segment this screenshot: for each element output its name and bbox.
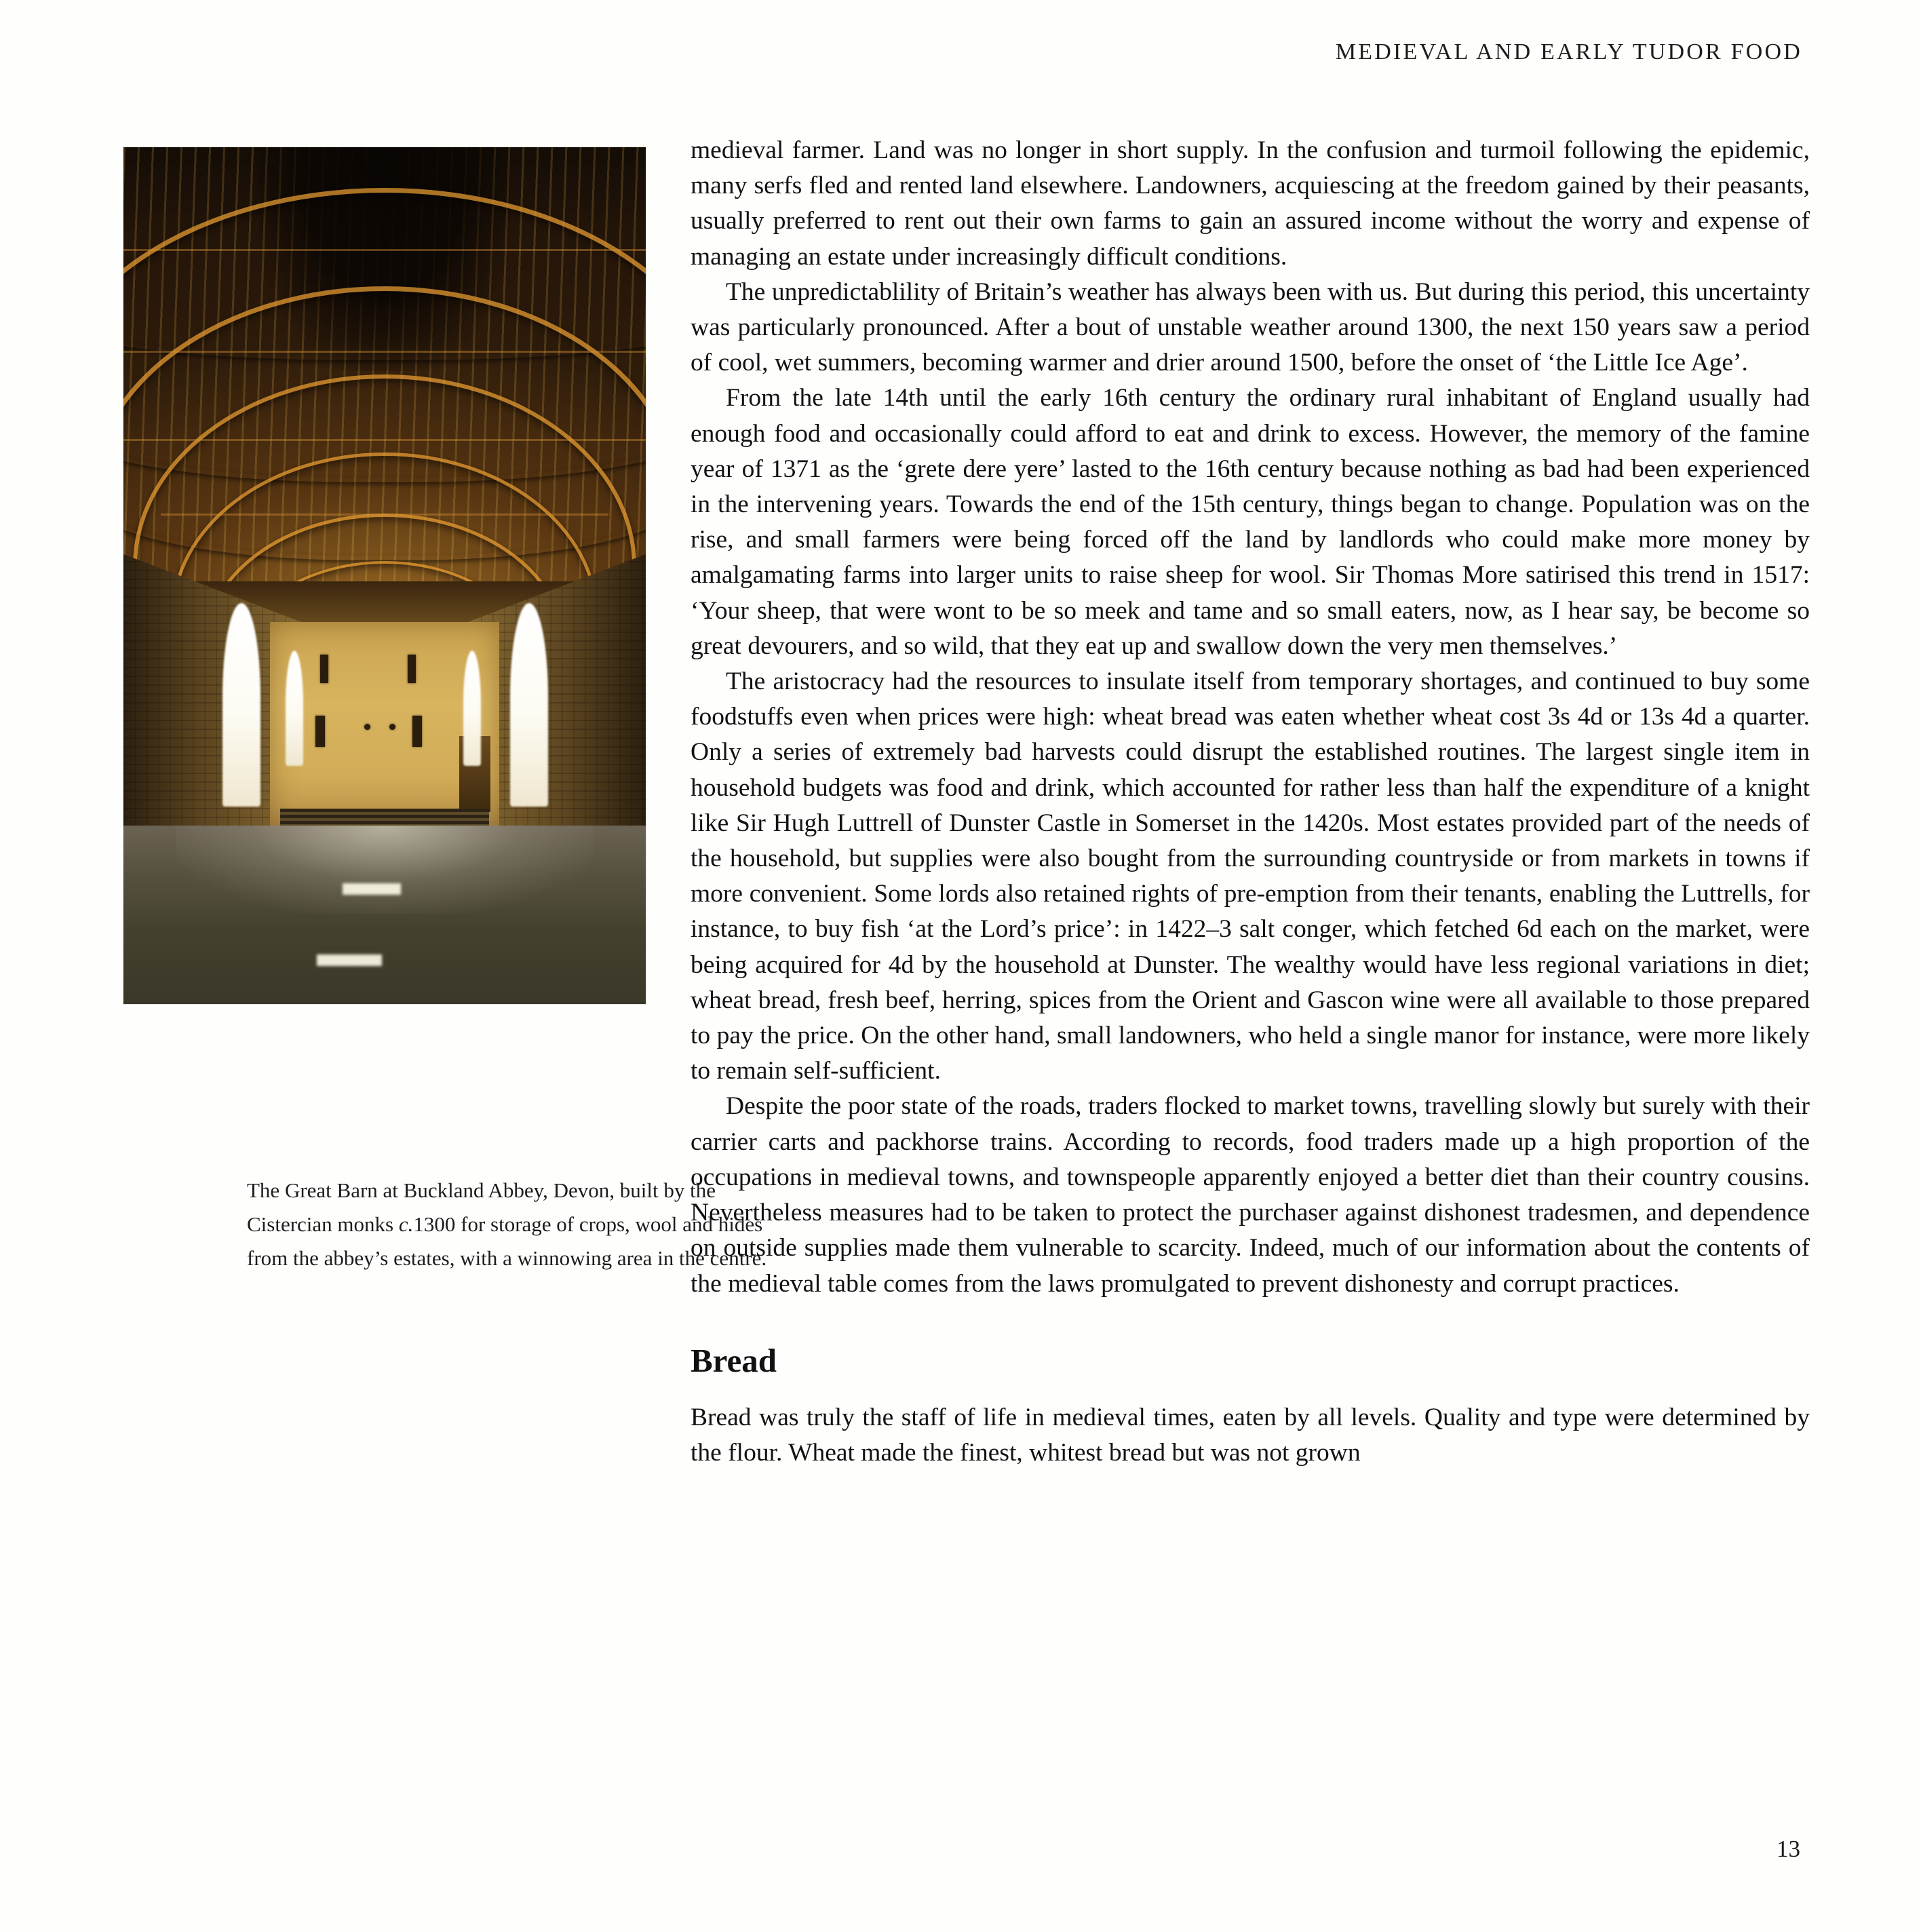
- caption-line-4: with a winnowing area in the centre.: [460, 1246, 767, 1270]
- paragraph-traders: Despite the poor state of the roads, traders flocked to market towns, travelling slowly but surely with their carrier carts and packhorse trains. According to records, food traders made up a high proportion of the occupations in medieval towns, and townspeople apparently enjoyed a better diet than their country cousins. Nevertheless measures had to be taken to protect the purchaser against dishonest tradesmen, and dependence on outside supplies made them vulnerable to scarcity. Indeed, much of our information about the contents of the medieval table comes from the laws promulgated to prevent dishonesty and corrupt practices.: [691, 1092, 1810, 1298]
- slit-window: [389, 724, 395, 730]
- paragraph-rural-inhabitant: From the late 14th until the early 16th century the ordinary rural inhabitant of England usually had enough food and occasionally could afford to eat and drink to excess. However, the memory of the famine year of 1371 as the ‘grete dere yere’ lasted to the 16th century because nothing as bad had been experienced in the intervening years. Towards the end of the 15th century, things began to change. Population was on the rise, and small farmers were being forced off the land by landlords who could make more money by amalgamating farms into larger units to raise sheep for wool. Sir Thomas More satirised this trend in 1517: ‘Your sheep, that were wont to be so meek and tame and so small eaters, now, as I hear say, be become so great devourers, and so wild, that they eat up and swallow down the very men themselves.’: [691, 384, 1810, 660]
- lancet-window-left: [222, 603, 260, 807]
- caption-circa: c.: [398, 1212, 414, 1236]
- slit-window: [364, 724, 370, 730]
- paragraph-continued: medieval farmer. Land was no longer in short supply. In the confusion and turmoil following the epidemic, many serfs fled and rented land elsewhere. Landowners, acquiescing at the freedom gained by their peasants, usually preferred to rent out their own farms to gain an assured income without the worry and expense of managing an estate under increasingly difficult conditions.: [691, 136, 1810, 271]
- roof-purlin: [123, 249, 646, 251]
- lancet-window-right: [510, 603, 548, 807]
- body-column: [691, 133, 1810, 1471]
- floor-light-patch: [343, 883, 401, 895]
- caption-line-2-a: by the Cistercian monks: [247, 1178, 716, 1236]
- floor-light-sheen: [176, 826, 594, 914]
- figure-block: [123, 147, 767, 1270]
- slit-window: [412, 716, 422, 747]
- caption-line-3: crops, wool and hides from the abbey’s estates,: [247, 1212, 763, 1270]
- slit-window: [320, 655, 328, 683]
- paragraph-weather: The unpredictablility of Britain’s weather has always been with us. But during this period, this uncertainty was particularly pronounced. After a bout of unstable weather around 1300, the next 150 years saw a period of cool, wet summers, becoming warmer and drier around 1500, before the onset of ‘the Little Ice Age’.: [691, 277, 1810, 377]
- slit-window: [408, 655, 416, 683]
- caption-line-2-b: 1300 for storage of: [413, 1212, 575, 1236]
- floor-light-patch: [317, 954, 382, 966]
- roof-purlin: [161, 514, 608, 516]
- section-heading-bread: Bread: [691, 1341, 777, 1379]
- paragraph-aristocracy: The aristocracy had the resources to insulate itself from temporary shortages, and continued to buy some foodstuffs even when prices were high: wheat bread was eaten whether wheat cost 3s 4d or 13s 4d a quarter. Only a series of extremely bad harvests could disrupt the established routines. The largest single item in household budgets was food and drink, which accounted for rather less than half the expenditure of a knight like Sir Hugh Luttrell of Dunster Castle in Somerset in the 1420s. Most estates provided part of the needs of the household, but supplies were also bought from the surrounding countryside or from markets in towns if more convenient. Some lords also retained rights of pre-emption from their tenants, enabling the Luttrells, for instance, to buy fish ‘at the Lord’s price’: in 1422–3 salt conger, which fetched 6d each on the market, were being acquired for 4d by the household at Dunster. The wealthy would have less regional variations in diet; wheat bread, fresh beef, herring, spices from the Orient and Gascon wine were all available to those prepared to pay the price. On the other hand, small landowners, who held a single manor for instance, were more likely to remain self-sufficient.: [691, 668, 1810, 1085]
- caption-line-1: The Great Barn at Buckland Abbey, Devon, built: [247, 1178, 659, 1202]
- lancet-window-far-left: [286, 651, 303, 766]
- floor-steps: [280, 809, 489, 826]
- slit-window: [315, 716, 325, 747]
- barn-interior-photo: [123, 147, 646, 1004]
- paragraph-bread: Bread was truly the staff of life in medieval times, eaten by all levels. Quality and type were determined by the flour. Wheat made the finest, whitest bread but was not grown: [691, 1403, 1810, 1467]
- roof-purlin: [123, 439, 646, 441]
- lancet-window-far-right: [463, 651, 481, 766]
- page-number: 13: [1777, 1836, 1800, 1862]
- running-head: MEDIEVAL AND EARLY TUDOR FOOD: [1335, 39, 1802, 64]
- roof-purlin: [123, 351, 646, 353]
